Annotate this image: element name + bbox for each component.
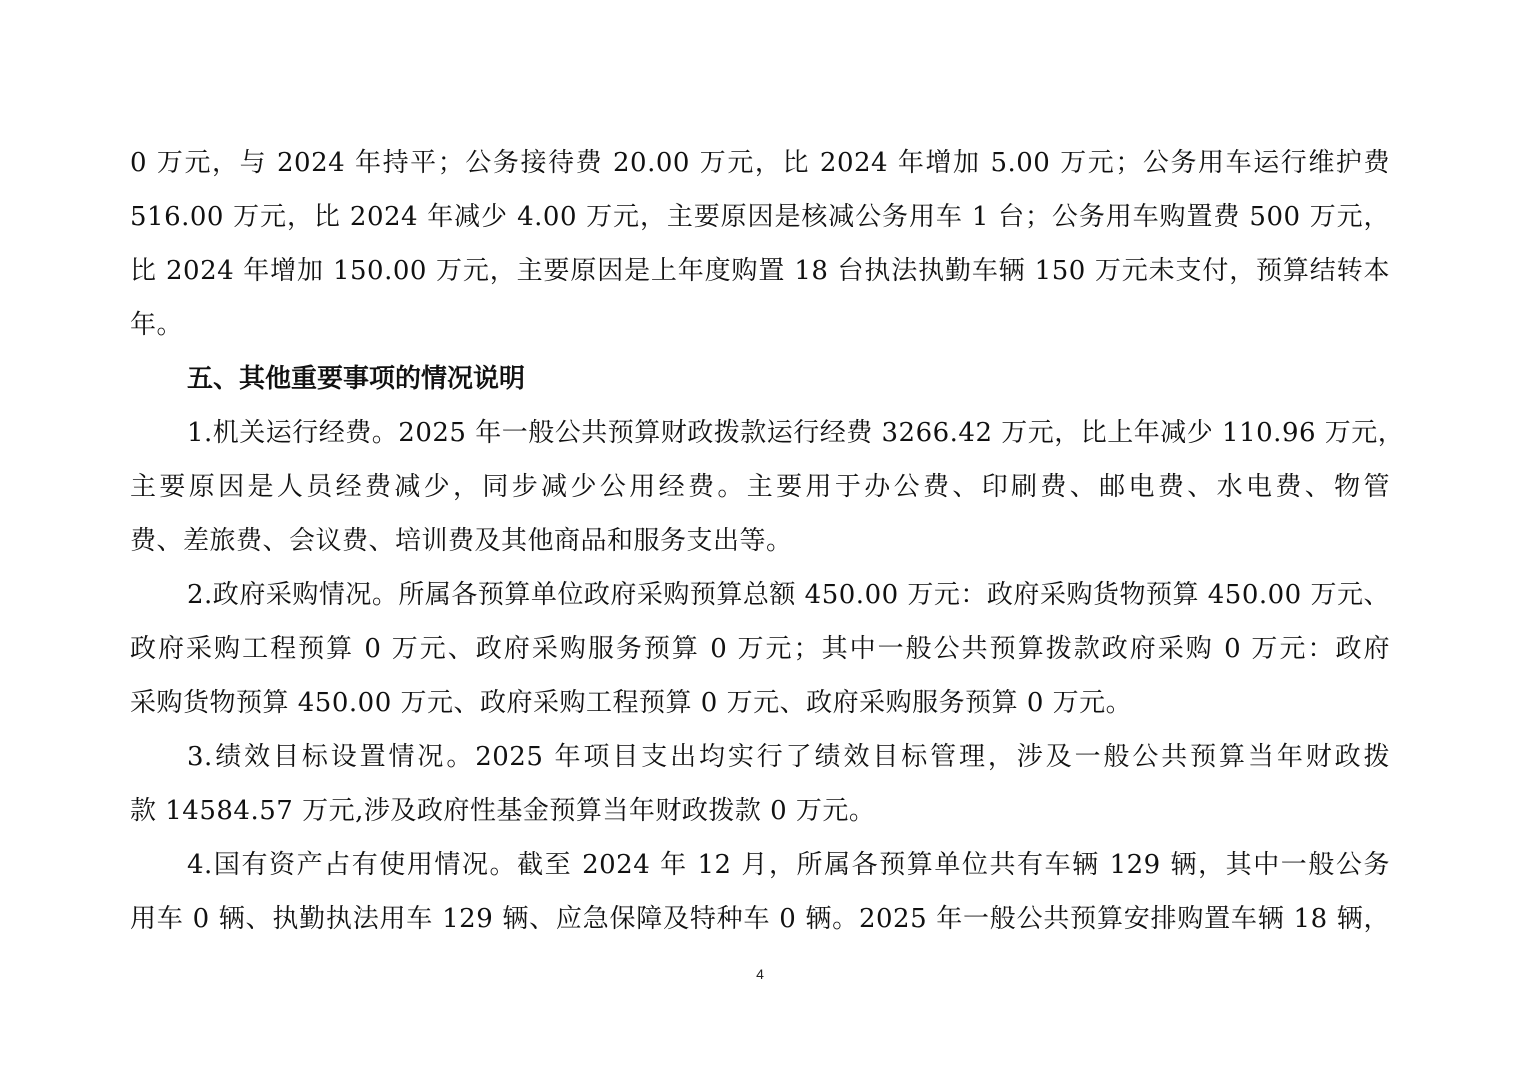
- text-line: 主要原因是人员经费减少，同步减少公用经费。主要用于办公费、印刷费、邮电费、水电费、物管: [130, 472, 1390, 502]
- text-line: 1.机关运行经费。2025 年一般公共预算财政拨款运行经费 3266.42 万元，比上年减少 110.96 万元，: [187, 418, 1405, 448]
- text-line: 0 万元，与 2024 年持平；公务接待费 20.00 万元，比 2024 年增加 5.00 万元；公务用车运行维护费: [130, 148, 1390, 178]
- text-line: 3.绩效目标设置情况。2025 年项目支出均实行了绩效目标管理，涉及一般公共预算当年财政拨: [187, 742, 1390, 772]
- text-line: 政府采购工程预算 0 万元、政府采购服务预算 0 万元；其中一般公共预算拨款政府采购 0 万元：政府: [130, 634, 1390, 664]
- section-heading: 五、其他重要事项的情况说明: [187, 364, 526, 394]
- paragraph-vehicle-costs: [130, 136, 1390, 352]
- text-line: 4.国有资产占有使用情况。截至 2024 年 12 月，所属各预算单位共有车辆 129 辆，其中一般公务: [187, 850, 1390, 880]
- text-line: 款 14584.57 万元,涉及政府性基金预算当年财政拨款 0 万元。: [130, 796, 876, 826]
- text-line: 用车 0 辆、执勤执法用车 129 辆、应急保障及特种车 0 辆。2025 年一般公共预算安排购置车辆 18 辆，: [130, 904, 1390, 934]
- page-number: 4: [756, 966, 764, 982]
- paragraph-operating-expenses: [130, 406, 1405, 568]
- text-line: 采购货物预算 450.00 万元、政府采购工程预算 0 万元、政府采购服务预算 0 万元。: [130, 688, 1133, 718]
- paragraph-government-procurement: [130, 568, 1390, 730]
- paragraph-state-assets: [130, 838, 1390, 946]
- text-line: 2.政府采购情况。所属各预算单位政府采购预算总额 450.00 万元：政府采购货物预算 450.00 万元、: [187, 580, 1390, 610]
- text-line: 费、差旅费、会议费、培训费及其他商品和服务支出等。: [130, 526, 793, 556]
- text-line: 年。: [130, 310, 184, 340]
- paragraph-performance-targets: [130, 730, 1390, 838]
- document-body: [130, 136, 1405, 946]
- text-line: 比 2024 年增加 150.00 万元，主要原因是上年度购置 18 台执法执勤车辆 150 万元未支付，预算结转本: [130, 256, 1390, 286]
- text-line: 516.00 万元，比 2024 年减少 4.00 万元，主要原因是核减公务用车 1 台；公务用车购置费 500 万元，: [130, 202, 1390, 232]
